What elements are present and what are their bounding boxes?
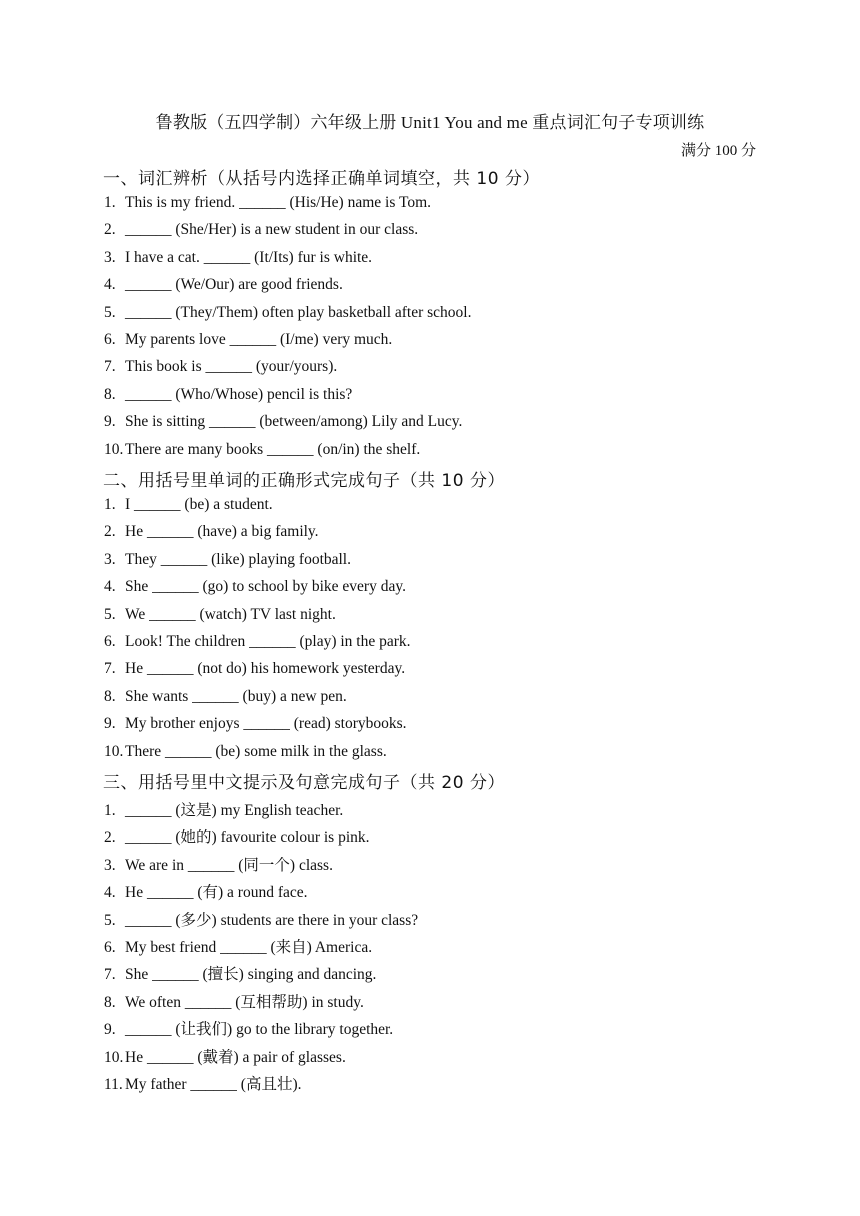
question-item (104, 331, 392, 349)
question-item (104, 743, 387, 761)
question-item (104, 276, 343, 294)
question-text: ______ (They/Them) often play basketball after school. (125, 303, 472, 321)
question-number: 1. (104, 802, 116, 819)
section-heading: 一、词汇辨析（从括号内选择正确单词填空，共 10 分） (103, 169, 540, 189)
question-text: ______ (多少) students are there in your class? (125, 911, 419, 929)
question-text: ______ (She/Her) is a new student in our class. (125, 221, 419, 239)
question-text: They ______ (like) playing football. (125, 550, 351, 568)
question-item (104, 990, 364, 1012)
question-item (104, 551, 351, 569)
question-number: 10. (104, 440, 124, 458)
question-text: We often ______ (互相帮助) in study. (125, 993, 364, 1011)
question-number: 2. (104, 523, 116, 541)
question-item (104, 660, 405, 678)
question-item (104, 358, 337, 376)
question-number: 2. (104, 221, 116, 239)
question-text: She wants ______ (buy) a new pen. (125, 687, 347, 705)
question-number: 1. (104, 496, 116, 513)
question-text: He ______ (戴着) a pair of glasses. (125, 1048, 346, 1066)
question-item (104, 386, 352, 404)
worksheet-title: 鲁教版（五四学制）六年级上册 Unit1 You and me 重点词汇句子专项训练 (155, 113, 705, 132)
question-item (104, 578, 406, 596)
question-number: 5. (104, 605, 116, 623)
question-item (104, 413, 462, 431)
question-number: 6. (104, 633, 116, 650)
question-number: 4. (104, 884, 116, 902)
question-number: 10. (104, 1048, 124, 1066)
question-text: My father ______ (高且壮). (125, 1076, 302, 1093)
question-text: Look! The children ______ (play) in the park. (125, 633, 411, 650)
question-item (104, 853, 333, 875)
question-number: 10. (104, 742, 124, 760)
question-number: 3. (104, 248, 116, 266)
question-text: I ______ (be) a student. (125, 496, 273, 513)
question-item (104, 496, 273, 514)
question-text: There are many books ______ (on/in) the shelf. (125, 440, 421, 458)
question-text: She ______ (擅长) singing and dancing. (125, 966, 377, 984)
question-item (104, 935, 372, 957)
question-text: She ______ (go) to school by bike every day. (125, 578, 406, 596)
question-text: ______ (让我们) go to the library together. (125, 1021, 394, 1039)
question-item (104, 249, 372, 267)
question-item (104, 908, 418, 930)
question-number: 11. (104, 1076, 123, 1093)
question-text: My best friend ______ (来自) America. (125, 939, 373, 956)
question-text: There ______ (be) some milk in the glass. (125, 742, 387, 760)
question-item (104, 441, 420, 459)
question-number: 9. (104, 715, 116, 733)
question-number: 8. (104, 385, 116, 403)
question-text: ______ (她的) favourite colour is pink. (125, 829, 370, 847)
question-number: 8. (104, 993, 116, 1011)
question-number: 4. (104, 276, 116, 294)
question-number: 8. (104, 687, 116, 705)
question-number: 7. (104, 660, 116, 678)
question-number: 9. (104, 1021, 116, 1039)
question-text: This is my friend. ______ (His/He) name is Tom. (125, 194, 432, 211)
question-text: ______ (We/Our) are good friends. (125, 276, 343, 294)
question-number: 4. (104, 578, 116, 596)
question-item (104, 688, 347, 706)
question-text: He ______ (not do) his homework yesterday. (125, 660, 406, 678)
question-item (104, 798, 343, 820)
question-item (104, 1017, 393, 1039)
question-item (104, 633, 411, 651)
question-item (104, 523, 319, 541)
question-item (104, 1045, 346, 1067)
question-number: 2. (104, 829, 116, 847)
question-text: She is sitting ______ (between/among) Lily and Lucy. (125, 413, 463, 431)
question-number: 3. (104, 550, 116, 568)
question-item (104, 221, 418, 239)
question-number: 3. (104, 856, 116, 874)
question-text: My parents love ______ (I/me) very much. (125, 331, 393, 348)
question-text: We are in ______ (同一个) class. (125, 856, 333, 874)
question-number: 9. (104, 413, 116, 431)
question-item (104, 1072, 302, 1094)
question-number: 7. (104, 966, 116, 984)
question-item (104, 606, 336, 624)
question-number: 5. (104, 303, 116, 321)
question-item (104, 304, 472, 322)
question-number: 6. (104, 331, 116, 348)
question-text: He ______ (有) a round face. (125, 884, 308, 902)
question-text: ______ (Who/Whose) pencil is this? (125, 385, 353, 403)
question-item (104, 715, 407, 733)
question-item (104, 825, 370, 847)
question-text: This book is ______ (your/yours). (125, 358, 338, 376)
question-item (104, 880, 308, 902)
question-number: 7. (104, 358, 116, 376)
question-text: He ______ (have) a big family. (125, 523, 319, 541)
question-item (104, 194, 431, 212)
question-item (104, 962, 376, 984)
question-number: 6. (104, 939, 116, 956)
section-heading: 二、用括号里单词的正确形式完成句子（共 10 分） (103, 471, 505, 491)
question-text: My brother enjoys ______ (read) storybooks. (125, 715, 407, 733)
question-text: ______ (这是) my English teacher. (125, 802, 344, 819)
question-text: We ______ (watch) TV last night. (125, 605, 336, 623)
question-text: I have a cat. ______ (It/Its) fur is white. (125, 248, 373, 266)
question-number: 5. (104, 911, 116, 929)
question-number: 1. (104, 194, 116, 211)
total-score: 满分 100 分 (680, 143, 756, 159)
section-heading: 三、用括号里中文提示及句意完成句子（共 20 分） (103, 773, 505, 793)
